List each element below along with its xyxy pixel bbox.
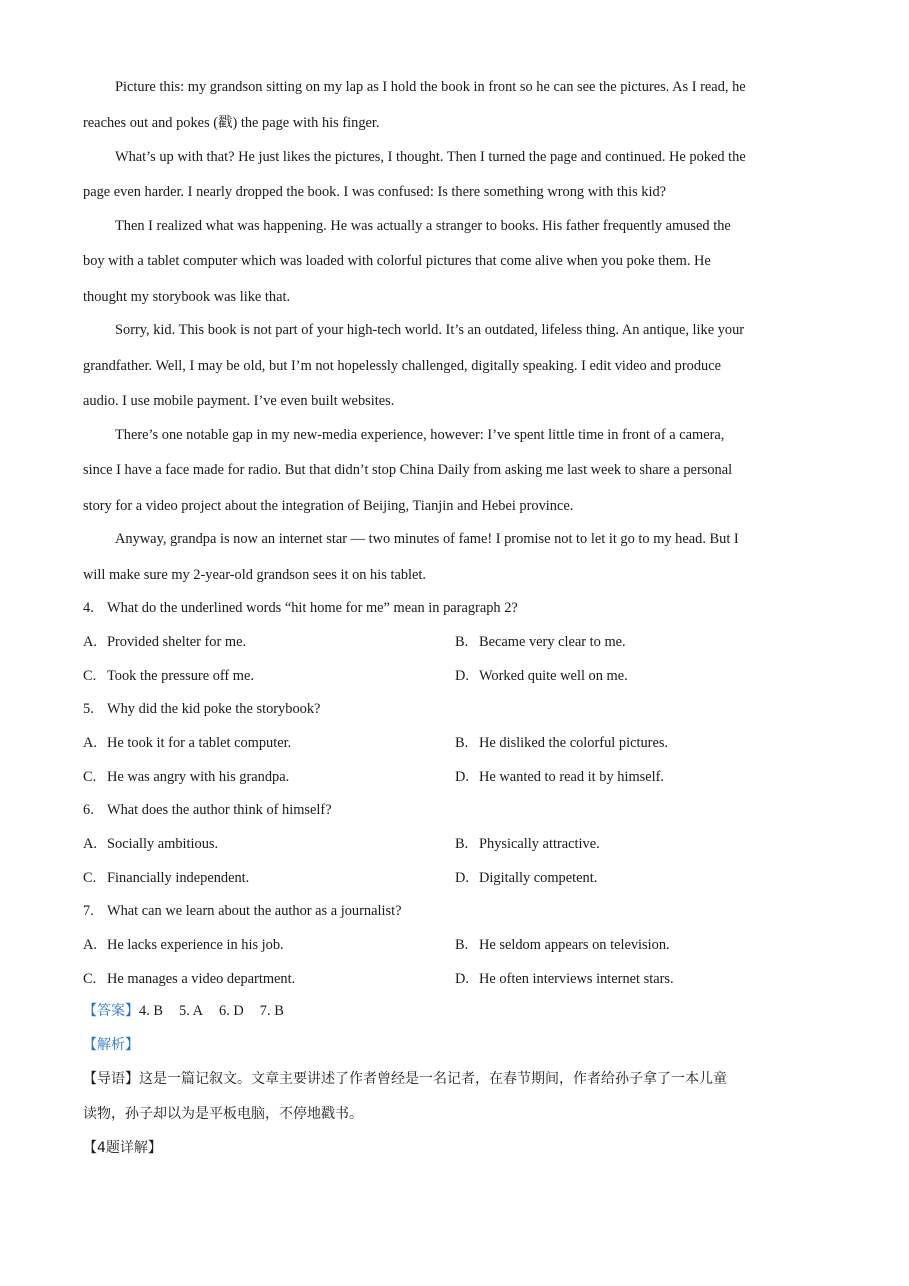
passage-line: Picture this: my grandson sitting on my lap as I hold the book in front so he can see the pictures. As I read, he	[115, 79, 746, 95]
passage-line: page even harder. I nearly dropped the book. I was confused: Is there something wrong with this kid?	[83, 184, 667, 200]
guide-line-2: 读物，孙子却以为是平板电脑，不停地戳书。	[83, 1106, 363, 1122]
option-a[interactable]	[83, 834, 218, 854]
option-text: Physically attractive.	[479, 836, 600, 852]
option-text: He often interviews internet stars.	[479, 971, 674, 987]
guide-text: 这是一篇记叙文。文章主要讲述了作者曾经是一名记者，在春节期间，作者给孙子拿了一本儿童	[139, 1071, 727, 1087]
question-number: 6.	[83, 802, 94, 818]
option-text: He manages a video department.	[107, 971, 296, 987]
question-text: What does the author think of himself?	[107, 802, 332, 818]
passage-line: story for a video project about the integration of Beijing, Tianjin and Hebei province.	[83, 498, 574, 514]
option-letter: B.	[455, 937, 469, 953]
question-number: 4.	[83, 600, 94, 616]
passage-line: since I have a face made for radio. But that didn’t stop China Daily from asking me last week to share a personal	[83, 462, 733, 478]
option-c[interactable]	[83, 666, 254, 686]
option-text: He wanted to read it by himself.	[479, 769, 665, 785]
question-text: What can we learn about the author as a journalist?	[107, 903, 402, 919]
option-d[interactable]	[455, 666, 628, 686]
answer-item: 4. B	[139, 1003, 163, 1019]
option-letter: A.	[83, 836, 97, 852]
option-letter: C.	[83, 668, 97, 684]
answer-item: 5. A	[179, 1003, 203, 1019]
question-5	[83, 699, 823, 719]
option-d[interactable]	[455, 868, 597, 888]
question-number: 7.	[83, 903, 94, 919]
option-text: He disliked the colorful pictures.	[479, 735, 669, 751]
option-d[interactable]	[455, 969, 674, 989]
option-letter: D.	[455, 668, 469, 684]
guide-line-1	[83, 1069, 823, 1089]
passage-line: Then I realized what was happening. He was actually a stranger to books. His father frequently amused the	[115, 218, 731, 234]
passage-line: There’s one notable gap in my new-media experience, however: I’ve spent little time in front of a camera,	[115, 427, 725, 443]
option-c[interactable]	[83, 767, 289, 787]
analysis-label: 【解析】	[83, 1037, 139, 1053]
question-text: Why did the kid poke the storybook?	[107, 701, 321, 717]
option-text: Became very clear to me.	[479, 634, 626, 650]
detail-label: 【4题详解】	[83, 1140, 162, 1156]
option-letter: D.	[455, 870, 469, 886]
option-letter: A.	[83, 634, 97, 650]
passage-line: audio. I use mobile payment. I’ve even built websites.	[83, 393, 395, 409]
option-text: Provided shelter for me.	[107, 634, 247, 650]
option-c[interactable]	[83, 969, 295, 989]
answer-label: 【答案】	[83, 1003, 139, 1019]
option-d[interactable]	[455, 767, 664, 787]
option-b[interactable]	[455, 632, 626, 652]
answer-line	[83, 1001, 823, 1021]
passage-line: thought my storybook was like that.	[83, 289, 291, 305]
passage-line: Sorry, kid. This book is not part of your high-tech world. It’s an outdated, lifeless thing. An antique, like your	[115, 322, 745, 338]
option-letter: B.	[455, 634, 469, 650]
option-a[interactable]	[83, 935, 284, 955]
option-b[interactable]	[455, 935, 670, 955]
option-b[interactable]	[455, 834, 600, 854]
guide-label: 【导语】	[83, 1071, 139, 1087]
question-number: 5.	[83, 701, 94, 717]
option-letter: C.	[83, 769, 97, 785]
option-letter: C.	[83, 971, 97, 987]
option-a[interactable]	[83, 632, 246, 652]
answer-item: 6. D	[219, 1003, 244, 1019]
passage-line: Anyway, grandpa is now an internet star — two minutes of fame! I promise not to let it go to my head. But I	[115, 531, 739, 547]
option-text: He took it for a tablet computer.	[107, 735, 292, 751]
option-letter: C.	[83, 870, 97, 886]
option-c[interactable]	[83, 868, 249, 888]
option-letter: D.	[455, 769, 469, 785]
option-letter: B.	[455, 836, 469, 852]
passage-line: will make sure my 2-year-old grandson sees it on his tablet.	[83, 567, 427, 583]
option-a[interactable]	[83, 733, 291, 753]
option-letter: A.	[83, 937, 97, 953]
question-4	[83, 598, 823, 618]
option-text: Digitally competent.	[479, 870, 598, 886]
option-text: He was angry with his grandpa.	[107, 769, 290, 785]
passage-line: What’s up with that? He just likes the pictures, I thought. Then I turned the page and continued. He poked the	[115, 149, 746, 165]
option-letter: B.	[455, 735, 469, 751]
option-letter: D.	[455, 971, 469, 987]
passage-line: reaches out and pokes (戳) the page with his finger.	[83, 115, 380, 131]
question-6	[83, 800, 823, 820]
option-b[interactable]	[455, 733, 668, 753]
option-text: Worked quite well on me.	[479, 668, 628, 684]
option-text: Financially independent.	[107, 870, 250, 886]
option-text: He seldom appears on television.	[479, 937, 670, 953]
option-text: Socially ambitious.	[107, 836, 219, 852]
passage-line: grandfather. Well, I may be old, but I’m not hopelessly challenged, digitally speaking. I edit video and produce	[83, 358, 721, 374]
option-letter: A.	[83, 735, 97, 751]
option-text: Took the pressure off me.	[107, 668, 254, 684]
passage-line: boy with a tablet computer which was loaded with colorful pictures that come alive when you poke them. He	[83, 253, 711, 269]
answer-item: 7. B	[259, 1003, 284, 1019]
option-text: He lacks experience in his job.	[107, 937, 284, 953]
question-text: What do the underlined words “hit home for me” mean in paragraph 2?	[107, 600, 518, 616]
question-7	[83, 901, 823, 921]
